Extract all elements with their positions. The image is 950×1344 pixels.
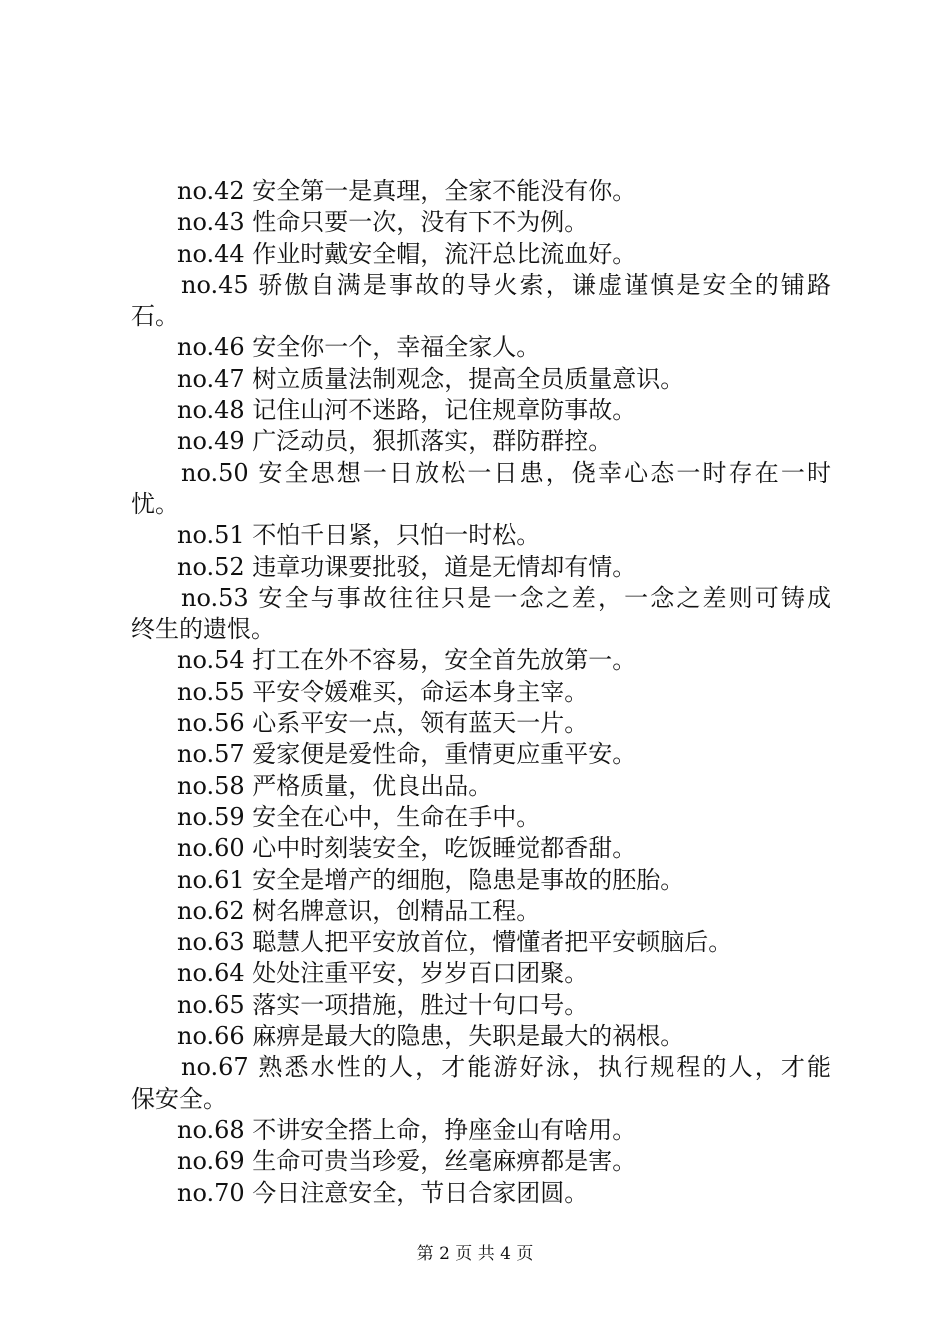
text-line: no.58 严格质量，优良出品。 <box>177 771 493 800</box>
text-line: no.68 不讲安全搭上命，挣座金山有啥用。 <box>177 1115 637 1144</box>
text-line: no.52 违章功课要批驳，道是无情却有情。 <box>177 552 637 581</box>
text-line: no.69 生命可贵当珍爱，丝毫麻痹都是害。 <box>177 1147 637 1176</box>
text-line: no.47 树立质量法制观念，提高全员质量意识。 <box>177 364 685 393</box>
text-line: no.60 心中时刻装安全，吃饭睡觉都香甜。 <box>177 834 637 863</box>
text-line: no.56 心系平安一点，领有蓝天一片。 <box>177 709 589 738</box>
text-line: no.70 今日注意安全，节日合家团圆。 <box>177 1178 589 1207</box>
text-line: no.53 安全与事故往往只是一念之差，一念之差则可铸成 <box>181 583 831 612</box>
text-line: no.45 骄傲自满是事故的导火索，谦虚谨慎是安全的铺路 <box>181 270 831 299</box>
text-line: no.43 性命只要一次，没有下不为例。 <box>177 208 589 237</box>
text-line: no.44 作业时戴安全帽，流汗总比流血好。 <box>177 239 637 268</box>
text-line: 忧。 <box>131 489 179 518</box>
text-line: no.54 打工在外不容易，安全首先放第一。 <box>177 646 637 675</box>
text-line: no.64 处处注重平安，岁岁百口团聚。 <box>177 959 589 988</box>
text-line: no.50 安全思想一日放松一日患，侥幸心态一时存在一时 <box>181 458 831 487</box>
text-line: no.66 麻痹是最大的隐患，失职是最大的祸根。 <box>177 1022 685 1051</box>
text-line: no.62 树名牌意识，创精品工程。 <box>177 896 541 925</box>
text-line: no.46 安全你一个，幸福全家人。 <box>177 333 541 362</box>
text-line: 终生的遗恨。 <box>131 615 275 644</box>
text-line: no.65 落实一项措施，胜过十句口号。 <box>177 990 589 1019</box>
text-line: no.63 聪慧人把平安放首位，懵懂者把平安顿脑后。 <box>177 928 733 957</box>
text-line: 石。 <box>131 302 179 331</box>
text-line: no.49 广泛动员，狠抓落实，群防群控。 <box>177 427 613 456</box>
text-line: no.61 安全是增产的细胞，隐患是事故的胚胎。 <box>177 865 685 894</box>
text-line: no.48 记住山河不迷路，记住规章防事故。 <box>177 396 637 425</box>
page-footer: 第 2 页 共 4 页 <box>416 1244 534 1264</box>
document-body <box>131 176 831 1209</box>
text-line: no.55 平安令媛难买，命运本身主宰。 <box>177 677 589 706</box>
text-line: no.59 安全在心中，生命在手中。 <box>177 802 541 831</box>
text-line: no.57 爱家便是爱性命，重情更应重平安。 <box>177 740 637 769</box>
text-line: no.51 不怕千日紧，只怕一时松。 <box>177 521 541 550</box>
text-line: no.67 熟悉水性的人，才能游好泳，执行规程的人，才能 <box>181 1053 831 1082</box>
text-line: 保安全。 <box>131 1084 227 1113</box>
text-line: no.42 安全第一是真理，全家不能没有你。 <box>177 177 637 205</box>
